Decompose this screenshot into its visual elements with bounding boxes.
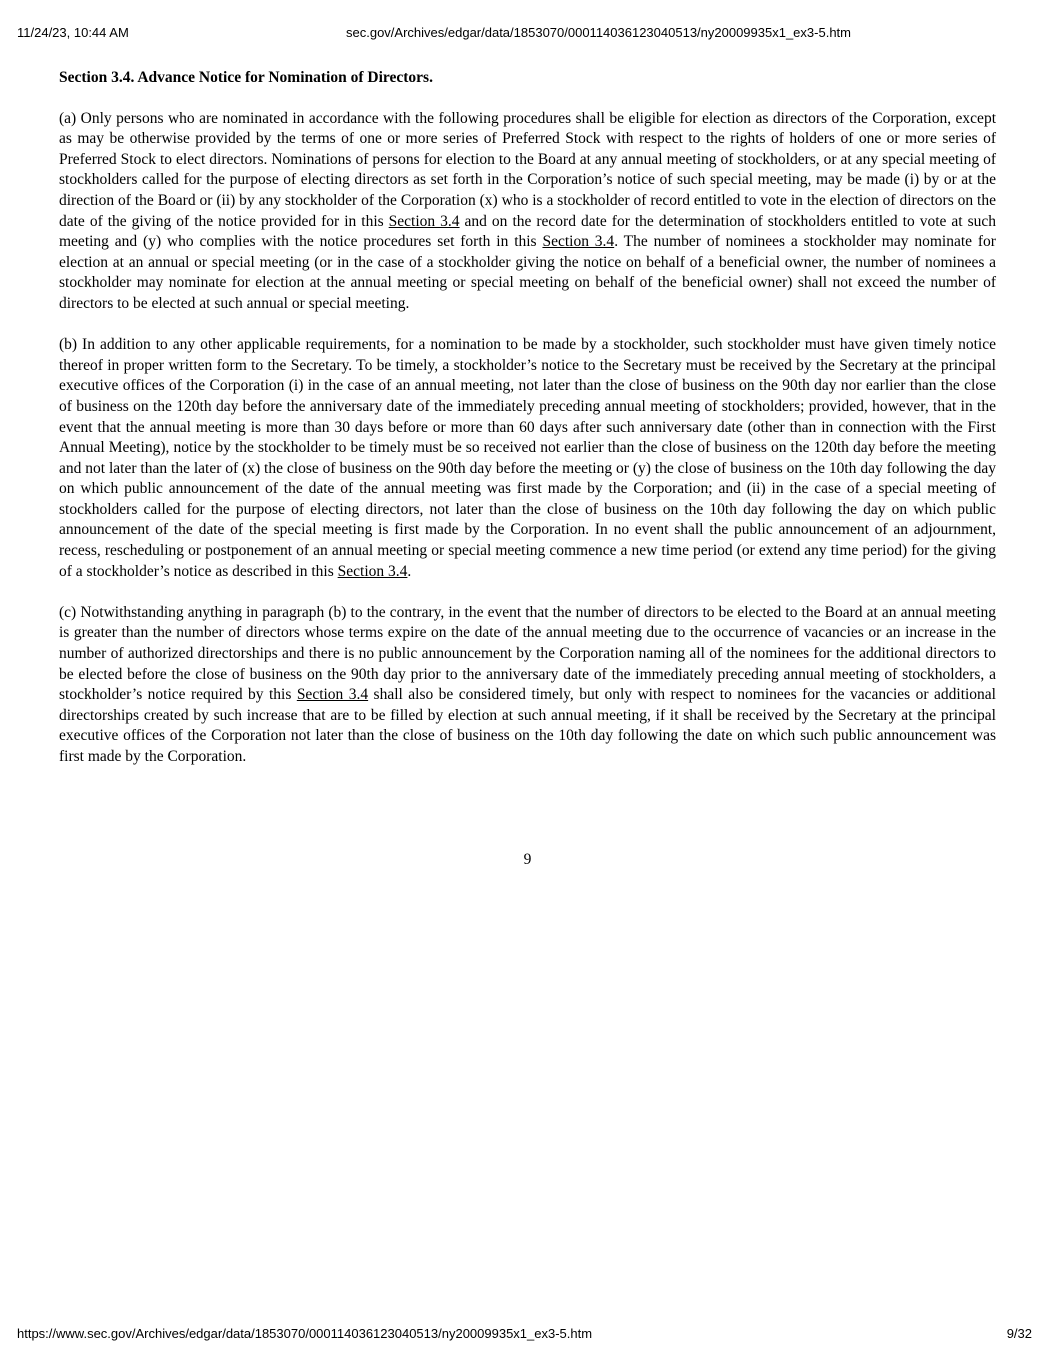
- paragraph-c-text-1: (c) Notwithstanding anything in paragraph (b) to the contrary, in the event that the number of directors to be elected to the Board at an annual meeting is greater than the number of directors whose terms expire on the date of the annual meeting due to the occurrence of vacancies or an increase in the number of authorized directorships and there is no public announcement by the Corporation naming all of the nominees for the additional directors to be elected before the close of business on the 90th day prior to the anniversary date of the immediately preceding annual meeting of stockholders, a stockholder’s notice required by this: [59, 603, 996, 704]
- paragraph-b-text-2: .: [407, 562, 412, 580]
- section-title: Section 3.4. Advance Notice for Nomination of Directors.: [59, 69, 433, 86]
- page-number: 9: [523, 851, 532, 868]
- paragraph-a-text-1: (a) Only persons who are nominated in accordance with the following procedures shall be eligible for election as directors of the Corporation, except as may be otherwise provided by the terms of one or more series of Preferred Stock with respect to the rights of holders of one or more series of Preferred Stock to elect directors. Nominations of persons for election to the Board at any annual meeting of stockholders, or at any special meeting of stockholders called for the purpose of electing directors as set forth in the Corporation’s notice of such special meeting, may be made (i) by or at the direction of the Board or (ii) by any stockholder of the Corporation (x) who is a stockholder of record entitled to vote in the election of directors on the date of the giving of the notice provided for in this: [59, 109, 996, 230]
- print-page-count: 9/32: [1006, 1326, 1032, 1341]
- print-footer-url: https://www.sec.gov/Archives/edgar/data/1853070/000114036123040513/ny20009935x1_ex3-5.htm: [17, 1326, 593, 1341]
- paragraph-a-text-3: . The number of nominees a stockholder may nominate for election at an annual or special meeting (or in the case of a stockholder giving the notice on behalf of a beneficial owner, the number of nominees a stockholder may nominate for election at the annual meeting or special meeting on behalf of the beneficial owner) shall not exceed the number of directors to be elected at such annual or special meeting.: [59, 233, 996, 312]
- print-timestamp: 11/24/23, 10:44 AM: [17, 25, 129, 40]
- document-body: [59, 68, 996, 788]
- section-3-4-reference: Section 3.4: [337, 562, 408, 580]
- paragraph-b: [59, 335, 996, 582]
- paragraph-c-text-2: shall also be considered timely, but only with respect to nominees for the vacancies or additional directorships created by such increase that are to be filled by election at such annual meeting, if it shall be received by the Secretary at the principal executive offices of the Corporation not later than the close of business on the 10th day following the date on which such public announcement was first made by the Corporation.: [59, 686, 996, 765]
- paragraph-b-text-1: (b) In addition to any other applicable requirements, for a nomination to be made by a stockholder, such stockholder must have given timely notice thereof in proper written form to the Secretary. To be timely, a stockholder’s notice to the Secretary must be received by the Secretary at the principal executive offices of the Corporation (i) in the case of an annual meeting, not later than the close of business on the 90th day nor earlier than the close of business on the 120th day before the anniversary date of the immediately preceding annual meeting of stockholders; provided, however, that in the event that the annual meeting is more than 30 days before or more than 60 days after such anniversary date (other than in connection with the First Annual Meeting), notice by the stockholder to be timely must be so received not earlier than the close of business on the 120th day before the meeting and not later than the later of (x) the close of business on the 90th day before the meeting or (y) the close of business on the 10th day following the day on which public announcement of the date of the annual meeting was first made by the Corporation; and (ii) in the case of a special meeting of stockholders called for the purpose of electing directors, not later than the close of business on the 10th day following the day on which public announcement of the date of the special meeting is first made by the Corporation. In no event shall the public announcement of an adjournment, recess, rescheduling or postponement of an annual meeting or special meeting commence a new time period (or extend any time period) for the giving of a stockholder’s notice as described in this: [59, 336, 996, 580]
- print-header-url: sec.gov/Archives/edgar/data/1853070/000114036123040513/ny20009935x1_ex3-5.htm: [346, 25, 851, 40]
- section-3-4-reference: Section 3.4: [542, 233, 615, 251]
- section-3-4-reference: Section 3.4: [388, 212, 460, 230]
- print-footer: [0, 1326, 1055, 1342]
- section-3-4-reference: Section 3.4: [296, 686, 369, 704]
- paragraph-a: [59, 109, 996, 315]
- print-header: [0, 25, 1055, 41]
- paragraph-a-text-2: and on the record date for the determination of stockholders entitled to vote at such meeting and (y) who complies with the notice procedures set forth in this: [59, 212, 996, 251]
- paragraph-c: [59, 603, 996, 768]
